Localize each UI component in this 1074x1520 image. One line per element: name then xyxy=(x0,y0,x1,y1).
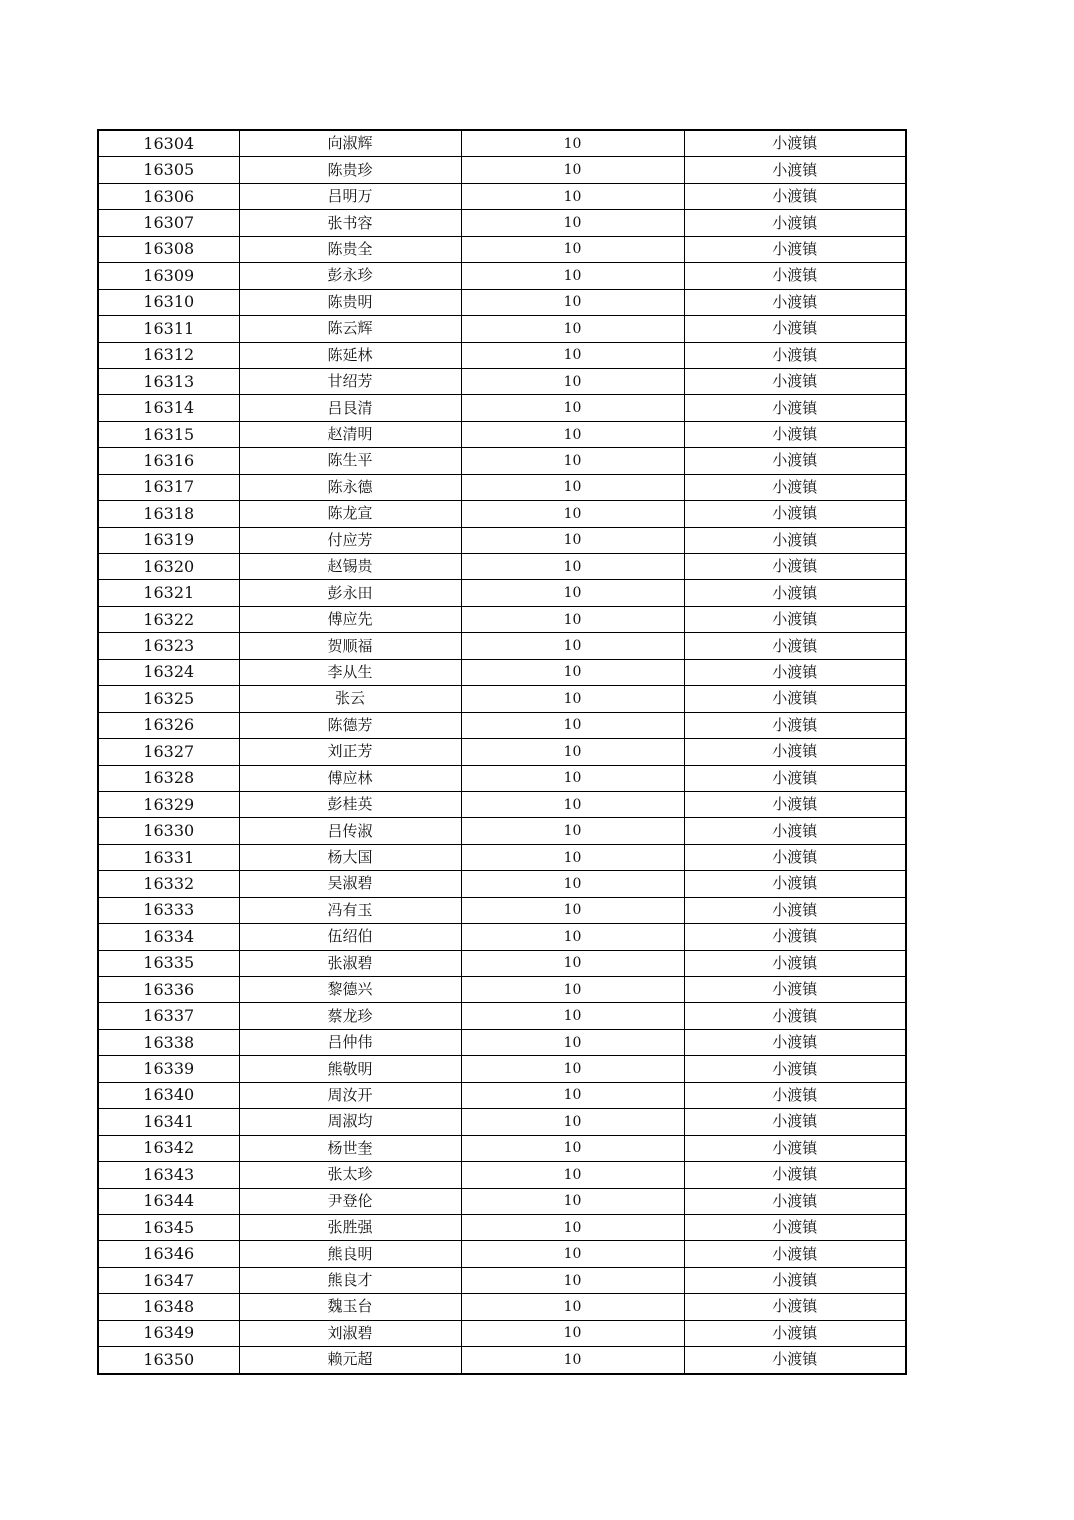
cell-name: 甘绍芳 xyxy=(239,368,461,394)
cell-amount: 10 xyxy=(461,474,684,500)
cell-amount: 10 xyxy=(461,818,684,844)
cell-amount: 10 xyxy=(461,1294,684,1320)
cell-id: 16338 xyxy=(98,1029,239,1055)
table-row xyxy=(98,1320,906,1346)
roster-table-body xyxy=(98,130,906,1374)
cell-town: 小渡镇 xyxy=(684,316,906,342)
table-row xyxy=(98,157,906,183)
cell-amount: 10 xyxy=(461,1056,684,1082)
cell-amount: 10 xyxy=(461,157,684,183)
cell-town: 小渡镇 xyxy=(684,686,906,712)
cell-town: 小渡镇 xyxy=(684,1188,906,1214)
table-row xyxy=(98,686,906,712)
table-row xyxy=(98,263,906,289)
table-row xyxy=(98,1135,906,1161)
cell-town: 小渡镇 xyxy=(684,1109,906,1135)
table-row xyxy=(98,977,906,1003)
table-row xyxy=(98,554,906,580)
table-row xyxy=(98,316,906,342)
cell-id: 16331 xyxy=(98,844,239,870)
cell-id: 16316 xyxy=(98,448,239,474)
cell-name: 彭永田 xyxy=(239,580,461,606)
cell-amount: 10 xyxy=(461,263,684,289)
cell-id: 16335 xyxy=(98,950,239,976)
cell-town: 小渡镇 xyxy=(684,210,906,236)
cell-name: 张云 xyxy=(239,686,461,712)
table-row xyxy=(98,1294,906,1320)
table-row xyxy=(98,765,906,791)
cell-amount: 10 xyxy=(461,1320,684,1346)
table-row xyxy=(98,1162,906,1188)
cell-town: 小渡镇 xyxy=(684,1214,906,1240)
table-row xyxy=(98,606,906,632)
cell-id: 16342 xyxy=(98,1135,239,1161)
cell-town: 小渡镇 xyxy=(684,1029,906,1055)
cell-town: 小渡镇 xyxy=(684,1294,906,1320)
cell-amount: 10 xyxy=(461,977,684,1003)
cell-id: 16311 xyxy=(98,316,239,342)
cell-id: 16345 xyxy=(98,1214,239,1240)
cell-amount: 10 xyxy=(461,501,684,527)
table-row xyxy=(98,712,906,738)
table-row xyxy=(98,739,906,765)
cell-amount: 10 xyxy=(461,183,684,209)
cell-town: 小渡镇 xyxy=(684,183,906,209)
cell-id: 16306 xyxy=(98,183,239,209)
table-row xyxy=(98,580,906,606)
cell-id: 16321 xyxy=(98,580,239,606)
cell-id: 16304 xyxy=(98,130,239,157)
table-row xyxy=(98,1109,906,1135)
cell-name: 吕明万 xyxy=(239,183,461,209)
cell-id: 16309 xyxy=(98,263,239,289)
table-row xyxy=(98,791,906,817)
cell-id: 16324 xyxy=(98,659,239,685)
cell-amount: 10 xyxy=(461,342,684,368)
cell-town: 小渡镇 xyxy=(684,1082,906,1108)
cell-amount: 10 xyxy=(461,1347,684,1374)
table-row xyxy=(98,844,906,870)
cell-name: 刘正芳 xyxy=(239,739,461,765)
table-row xyxy=(98,289,906,315)
cell-id: 16339 xyxy=(98,1056,239,1082)
cell-amount: 10 xyxy=(461,871,684,897)
table-row xyxy=(98,1267,906,1293)
cell-town: 小渡镇 xyxy=(684,395,906,421)
cell-name: 彭永珍 xyxy=(239,263,461,289)
cell-id: 16305 xyxy=(98,157,239,183)
cell-name: 张太珍 xyxy=(239,1162,461,1188)
cell-name: 贺顺福 xyxy=(239,633,461,659)
cell-amount: 10 xyxy=(461,765,684,791)
cell-town: 小渡镇 xyxy=(684,580,906,606)
cell-town: 小渡镇 xyxy=(684,659,906,685)
cell-amount: 10 xyxy=(461,686,684,712)
cell-town: 小渡镇 xyxy=(684,1135,906,1161)
cell-amount: 10 xyxy=(461,527,684,553)
cell-id: 16341 xyxy=(98,1109,239,1135)
table-row xyxy=(98,1056,906,1082)
cell-amount: 10 xyxy=(461,1188,684,1214)
cell-town: 小渡镇 xyxy=(684,130,906,157)
cell-name: 吕仲伟 xyxy=(239,1029,461,1055)
cell-amount: 10 xyxy=(461,421,684,447)
cell-id: 16337 xyxy=(98,1003,239,1029)
table-row xyxy=(98,1241,906,1267)
cell-name: 黎德兴 xyxy=(239,977,461,1003)
cell-town: 小渡镇 xyxy=(684,501,906,527)
roster-table xyxy=(97,129,907,1375)
cell-name: 尹登伦 xyxy=(239,1188,461,1214)
cell-id: 16326 xyxy=(98,712,239,738)
table-row xyxy=(98,1003,906,1029)
table-row xyxy=(98,1029,906,1055)
table-row xyxy=(98,1347,906,1374)
cell-id: 16318 xyxy=(98,501,239,527)
cell-amount: 10 xyxy=(461,554,684,580)
cell-amount: 10 xyxy=(461,448,684,474)
cell-id: 16320 xyxy=(98,554,239,580)
cell-name: 赵锡贵 xyxy=(239,554,461,580)
cell-id: 16325 xyxy=(98,686,239,712)
cell-amount: 10 xyxy=(461,1267,684,1293)
cell-town: 小渡镇 xyxy=(684,474,906,500)
cell-name: 熊敬明 xyxy=(239,1056,461,1082)
table-row xyxy=(98,924,906,950)
cell-amount: 10 xyxy=(461,236,684,262)
cell-name: 赖元超 xyxy=(239,1347,461,1374)
cell-town: 小渡镇 xyxy=(684,236,906,262)
cell-name: 张书容 xyxy=(239,210,461,236)
cell-name: 陈延林 xyxy=(239,342,461,368)
table-row xyxy=(98,368,906,394)
cell-name: 杨大国 xyxy=(239,844,461,870)
cell-name: 傅应林 xyxy=(239,765,461,791)
cell-id: 16310 xyxy=(98,289,239,315)
cell-name: 陈贵珍 xyxy=(239,157,461,183)
cell-id: 16346 xyxy=(98,1241,239,1267)
cell-town: 小渡镇 xyxy=(684,897,906,923)
cell-town: 小渡镇 xyxy=(684,289,906,315)
cell-town: 小渡镇 xyxy=(684,1347,906,1374)
cell-town: 小渡镇 xyxy=(684,554,906,580)
cell-id: 16347 xyxy=(98,1267,239,1293)
cell-id: 16349 xyxy=(98,1320,239,1346)
cell-amount: 10 xyxy=(461,739,684,765)
cell-town: 小渡镇 xyxy=(684,1241,906,1267)
cell-amount: 10 xyxy=(461,1241,684,1267)
cell-town: 小渡镇 xyxy=(684,739,906,765)
table-row xyxy=(98,448,906,474)
cell-id: 16308 xyxy=(98,236,239,262)
table-row xyxy=(98,1188,906,1214)
cell-name: 吴淑碧 xyxy=(239,871,461,897)
cell-amount: 10 xyxy=(461,606,684,632)
cell-amount: 10 xyxy=(461,368,684,394)
table-row xyxy=(98,527,906,553)
cell-name: 陈永德 xyxy=(239,474,461,500)
cell-id: 16323 xyxy=(98,633,239,659)
cell-name: 熊良明 xyxy=(239,1241,461,1267)
cell-name: 李从生 xyxy=(239,659,461,685)
cell-name: 杨世奎 xyxy=(239,1135,461,1161)
cell-amount: 10 xyxy=(461,130,684,157)
cell-name: 陈龙宣 xyxy=(239,501,461,527)
cell-amount: 10 xyxy=(461,395,684,421)
cell-name: 傅应先 xyxy=(239,606,461,632)
cell-town: 小渡镇 xyxy=(684,263,906,289)
cell-town: 小渡镇 xyxy=(684,844,906,870)
cell-name: 蔡龙珍 xyxy=(239,1003,461,1029)
cell-town: 小渡镇 xyxy=(684,527,906,553)
cell-id: 16317 xyxy=(98,474,239,500)
cell-id: 16329 xyxy=(98,791,239,817)
cell-town: 小渡镇 xyxy=(684,712,906,738)
cell-id: 16336 xyxy=(98,977,239,1003)
cell-id: 16307 xyxy=(98,210,239,236)
cell-town: 小渡镇 xyxy=(684,924,906,950)
cell-name: 陈云辉 xyxy=(239,316,461,342)
table-row xyxy=(98,1082,906,1108)
cell-id: 16334 xyxy=(98,924,239,950)
cell-town: 小渡镇 xyxy=(684,1162,906,1188)
table-row xyxy=(98,818,906,844)
cell-town: 小渡镇 xyxy=(684,871,906,897)
cell-town: 小渡镇 xyxy=(684,633,906,659)
cell-amount: 10 xyxy=(461,1003,684,1029)
table-row xyxy=(98,183,906,209)
cell-town: 小渡镇 xyxy=(684,950,906,976)
cell-id: 16344 xyxy=(98,1188,239,1214)
cell-town: 小渡镇 xyxy=(684,448,906,474)
cell-town: 小渡镇 xyxy=(684,368,906,394)
table-row xyxy=(98,659,906,685)
cell-town: 小渡镇 xyxy=(684,342,906,368)
cell-town: 小渡镇 xyxy=(684,765,906,791)
cell-amount: 10 xyxy=(461,659,684,685)
cell-amount: 10 xyxy=(461,1162,684,1188)
cell-amount: 10 xyxy=(461,210,684,236)
cell-id: 16350 xyxy=(98,1347,239,1374)
cell-name: 张胜强 xyxy=(239,1214,461,1240)
cell-id: 16340 xyxy=(98,1082,239,1108)
cell-name: 赵清明 xyxy=(239,421,461,447)
cell-town: 小渡镇 xyxy=(684,157,906,183)
cell-name: 陈贵明 xyxy=(239,289,461,315)
cell-town: 小渡镇 xyxy=(684,1267,906,1293)
cell-name: 冯有玉 xyxy=(239,897,461,923)
table-row xyxy=(98,421,906,447)
cell-id: 16348 xyxy=(98,1294,239,1320)
cell-id: 16312 xyxy=(98,342,239,368)
cell-amount: 10 xyxy=(461,289,684,315)
table-row xyxy=(98,130,906,157)
cell-id: 16330 xyxy=(98,818,239,844)
cell-amount: 10 xyxy=(461,791,684,817)
cell-id: 16327 xyxy=(98,739,239,765)
cell-id: 16332 xyxy=(98,871,239,897)
cell-town: 小渡镇 xyxy=(684,606,906,632)
cell-amount: 10 xyxy=(461,1135,684,1161)
table-row xyxy=(98,950,906,976)
cell-id: 16333 xyxy=(98,897,239,923)
cell-name: 彭桂英 xyxy=(239,791,461,817)
table-row xyxy=(98,1214,906,1240)
cell-name: 周汝开 xyxy=(239,1082,461,1108)
cell-amount: 10 xyxy=(461,580,684,606)
cell-town: 小渡镇 xyxy=(684,1056,906,1082)
cell-town: 小渡镇 xyxy=(684,977,906,1003)
cell-amount: 10 xyxy=(461,1109,684,1135)
cell-town: 小渡镇 xyxy=(684,421,906,447)
cell-name: 陈生平 xyxy=(239,448,461,474)
cell-name: 魏玉台 xyxy=(239,1294,461,1320)
cell-id: 16313 xyxy=(98,368,239,394)
cell-amount: 10 xyxy=(461,316,684,342)
cell-id: 16343 xyxy=(98,1162,239,1188)
table-row xyxy=(98,474,906,500)
cell-name: 向淑辉 xyxy=(239,130,461,157)
cell-id: 16314 xyxy=(98,395,239,421)
table-row xyxy=(98,236,906,262)
cell-town: 小渡镇 xyxy=(684,1320,906,1346)
cell-town: 小渡镇 xyxy=(684,818,906,844)
cell-name: 陈德芳 xyxy=(239,712,461,738)
cell-town: 小渡镇 xyxy=(684,791,906,817)
cell-id: 16322 xyxy=(98,606,239,632)
cell-name: 吕传淑 xyxy=(239,818,461,844)
cell-amount: 10 xyxy=(461,1082,684,1108)
cell-amount: 10 xyxy=(461,633,684,659)
cell-name: 伍绍伯 xyxy=(239,924,461,950)
cell-amount: 10 xyxy=(461,1029,684,1055)
cell-amount: 10 xyxy=(461,844,684,870)
cell-amount: 10 xyxy=(461,950,684,976)
table-row xyxy=(98,501,906,527)
table-row xyxy=(98,210,906,236)
table-row xyxy=(98,897,906,923)
table-row xyxy=(98,395,906,421)
cell-name: 陈贵全 xyxy=(239,236,461,262)
table-row xyxy=(98,342,906,368)
cell-name: 周淑均 xyxy=(239,1109,461,1135)
cell-id: 16328 xyxy=(98,765,239,791)
table-row xyxy=(98,633,906,659)
cell-name: 张淑碧 xyxy=(239,950,461,976)
cell-name: 吕艮清 xyxy=(239,395,461,421)
cell-name: 熊良才 xyxy=(239,1267,461,1293)
cell-id: 16319 xyxy=(98,527,239,553)
cell-amount: 10 xyxy=(461,924,684,950)
cell-town: 小渡镇 xyxy=(684,1003,906,1029)
cell-amount: 10 xyxy=(461,712,684,738)
cell-id: 16315 xyxy=(98,421,239,447)
table-row xyxy=(98,871,906,897)
cell-name: 刘淑碧 xyxy=(239,1320,461,1346)
cell-amount: 10 xyxy=(461,1214,684,1240)
cell-name: 付应芳 xyxy=(239,527,461,553)
cell-amount: 10 xyxy=(461,897,684,923)
